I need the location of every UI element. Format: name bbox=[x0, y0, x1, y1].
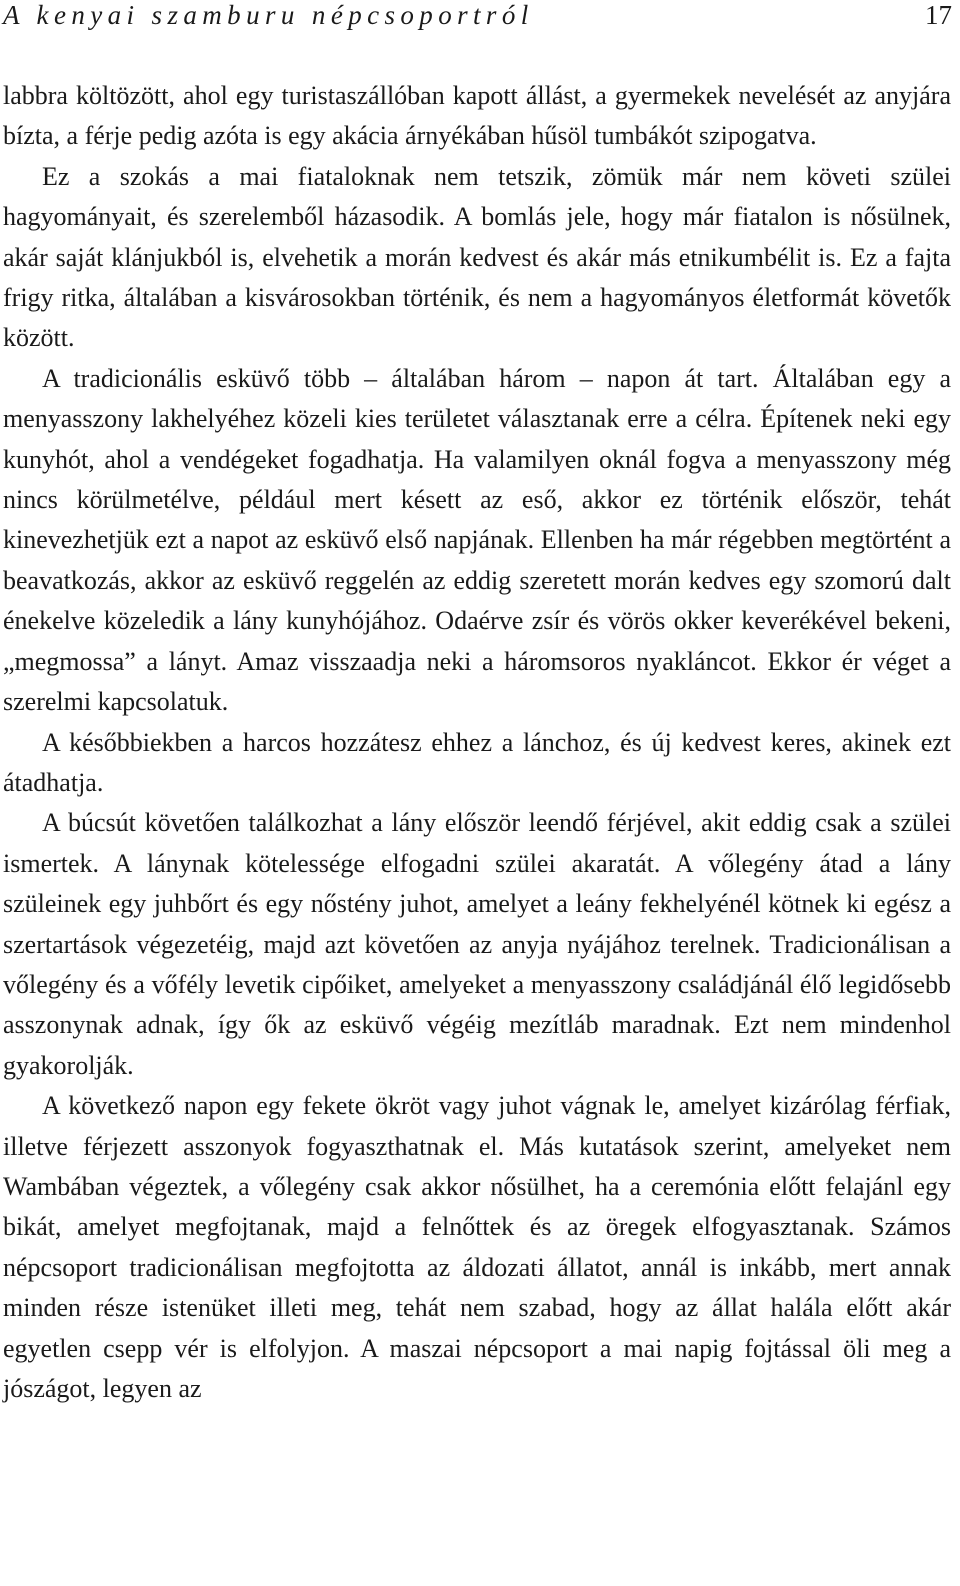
body-text bbox=[3, 76, 951, 1409]
paragraph: A későbbiekben a harcos hozzátesz ehhez a lánchoz, és új kedvest keres, akinek ezt átadhatja. bbox=[3, 727, 951, 797]
paragraph: A búcsút követően találkozhat a lány először leendő férjével, akit eddig csak a szülei ismertek. A lánynak kötelessége elfogadni szülei akaratát. A vőlegény átad a lány szüleinek egy juhbőrt és egy nőstény juhot, amelyet a leány fekhelyénél kötnek ki egész a szertartások végezetéig, majd azt követően az anyja nyájához terelnek. Tradicionálisan a vőlegény és a vőfély levetik cipőiket, amelyeket a menyasszony családjánál élő legidősebb asszonynak adnak, így ők az esküvő végéig mezítláb maradnak. Ezt nem mindenhol gyakorolják. bbox=[3, 808, 951, 1080]
page-number: 17 bbox=[925, 0, 952, 30]
paragraph: labbra költözött, ahol egy turistaszállóban kapott állást, a gyermekek nevelését az anyjára bízta, a férje pedig azóta is egy akácia árnyékában hűsöl tumbákót szipogatva. bbox=[3, 81, 951, 151]
paragraph: A következő napon egy fekete ökröt vagy juhot vágnak le, amelyet kizárólag férfiak, illetve férjezett asszonyok fogyaszthatnak el. Más kutatások szerint, amelyeket nem Wambában végeztek, a vőlegény csak akkor nősülhet, ha a ceremónia előtt felajánl egy bikát, amelyet megfojtanak, majd a felnőttek és az öregek elfogyasztanak. Számos népcsoport tradicionálisan megfojtotta az áldozati állatot, annál is inkább, mert annak minden része istenüket illeti meg, tehát nem szabad, hogy az állat halála előtt akár egyetlen csepp vér is elfolyjon. A maszai népcsoport a mai napig fojtással öli meg a jószágot, legyen az bbox=[3, 1091, 951, 1403]
running-header bbox=[3, 0, 952, 34]
paragraph: Ez a szokás a mai fiataloknak nem tetszik, zömük már nem követi szülei hagyományait, és szerelemből házasodik. A bomlás jele, hogy már fiatalon is nősülnek, akár saját klánjukból is, elvehetik a morán kedvest és akár más etnikumbélit is. Ez a fajta frigy ritka, általában a kisvárosokban történik, és nem a hagyományos életformát követők között. bbox=[3, 161, 951, 353]
paragraph: A tradicionális esküvő több – általában három – napon át tart. Általában egy a menyasszony lakhelyéhez közeli kies területet választanak erre a célra. Építenek neki egy kunyhót, ahol a vendégeket fogadhatja. Ha valamilyen oknál fogva a menyasszony még nincs körülmetélve, például mert késett az eső, akkor ez történik először, tehát kinevezhetjük ezt a napot az esküvő első napjának. Ellenben ha már régebben megtörtént a beavatkozás, akkor az esküvő reggelén az eddig szeretett morán kedves egy szomorú dalt énekelve közeledik a lány kunyhójához. Odaérve zsír és vörös okker keverékével bekeni, „megmossa” a lányt. Amaz visszaadja neki a háromsoros nyakláncot. Ekkor ér véget a szerelmi kapcsolatuk. bbox=[3, 363, 951, 717]
running-title: A kenyai szamburu népcsoportról bbox=[3, 0, 534, 30]
